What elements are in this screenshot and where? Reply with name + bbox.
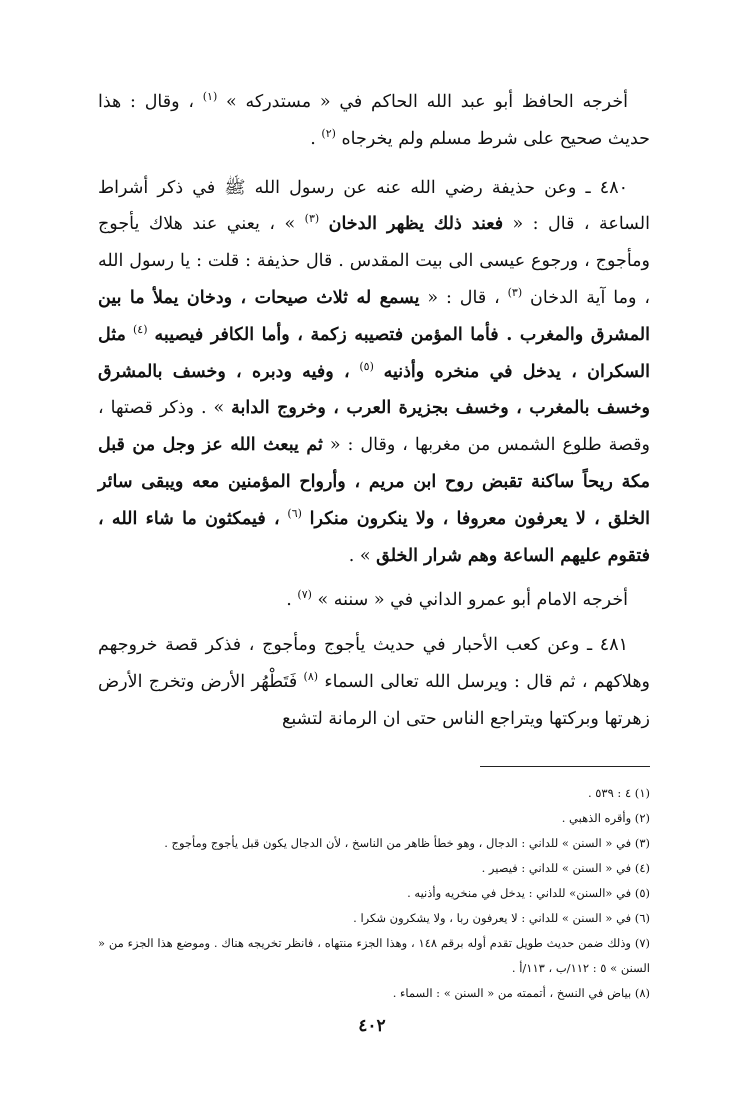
paragraph-p4: ٤٨١ ـ وعن كعب الأحبار في حديث يأجوج ومأجوج ، فذكر قصة خروجهم وهلاكهم ، ثم قال : ويرسل الله تعالى السماء $^{(٨)}$ فَتَطْهُر الأرض وتخرج الأرض زهرتها وبركتها ويتراجع الناس حتى ان الرمانة لتشبع — [98, 635, 650, 729]
footnote-1: (١) ٤ : ٥٣٩ . — [587, 785, 650, 800]
paragraph-p2: ٤٨٠ ـ وعن حذيفة رضي الله عنه عن رسول الله ﷺ في ذكر أشراط الساعة ، قال : « فعند ذلك يظهر الدخان $^{(٣)}$ » ، يعني عند هلاك يأجوج ومأجوج ، ورجوع عيسى الى بيت المقدس . قال حذيفة : قلت : يا رسول الله ، وما آية الدخان $^{(٣)}$ ، قال : « يسمع له ثلاث صيحات ، ودخان يملأ ما بين المشرق والمغرب . فأما المؤمن فتصيبه زكمة ، وأما الكافر فيصيبه $^{(٤)}$ مثل السكران ، يدخل في منخره وأذنيه $^{(٥)}$ ، وفيه ودبره ، وخسف بالمشرق وخسف بالمغرب ، وخسف بجزيرة العرب ، وخروج الدابة » . وذكر قصتها ، وقصة طلوع الشمس من مغربها ، وقال : « ثم يبعث الله عز وجل من قبل مكة ريحاً ساكنة تقبض روح ابن مريم ، وأرواح المؤمنين معه ويبقى سائر الخلق ، لا يعرفون معروفا ، ولا ينكرون منكرا $^{(٦)}$ ، فيمكثون ما شاء الله ، فتقوم عليهم الساعة وهم شرار الخلق » . — [98, 177, 650, 566]
footnote-3: (٣) في « السنن » للداني : الدجال ، وهو خطأ ظاهر من الناسخ ، لأن الدجال يكون قبل يأجوج ومأجوج . — [164, 835, 650, 850]
footnote-7: (٧) وذلك ضمن حديث طويل تقدم أوله برقم ١٤٨ ، وهذا الجزء منتهاه ، فانظر تخريجه هناك . وموضع هذا الجزء من « السنن » ٥ : ١١٢/ب ، ١١٣/أ . — [98, 935, 651, 975]
footnote-divider — [480, 766, 650, 767]
footnote-2: (٢) وأقره الذهبي . — [561, 810, 650, 825]
page-body — [98, 84, 650, 1006]
paragraph-p3: أخرجه الامام أبو عمرو الداني في « سننه » $^{(٧)}$ . — [286, 588, 628, 611]
footnote-4: (٤) في « السنن » للداني : فيصير . — [481, 860, 650, 875]
main-text — [98, 84, 650, 738]
footnote-8: (٨) بياض في النسخ ، أتممته من « السنن » : السماء . — [392, 985, 650, 1000]
footnote-6: (٦) في « السنن » للداني : لا يعرفون ربا ، ولا يشكرون شكرا . — [353, 910, 650, 925]
footnote-5: (٥) في «السنن» للداني : يدخل في منخريه وأذنيه . — [407, 885, 650, 900]
page-number: ٤٠٢ — [358, 1016, 386, 1036]
paragraph-p1: أخرجه الحافظ أبو عبد الله الحاكم في « مستدركه » $^{(١)}$ ، وقال : هذا حديث صحيح على شرط مسلم ولم يخرجاه $^{(٢)}$ . — [98, 90, 650, 149]
footnotes — [98, 781, 650, 1006]
